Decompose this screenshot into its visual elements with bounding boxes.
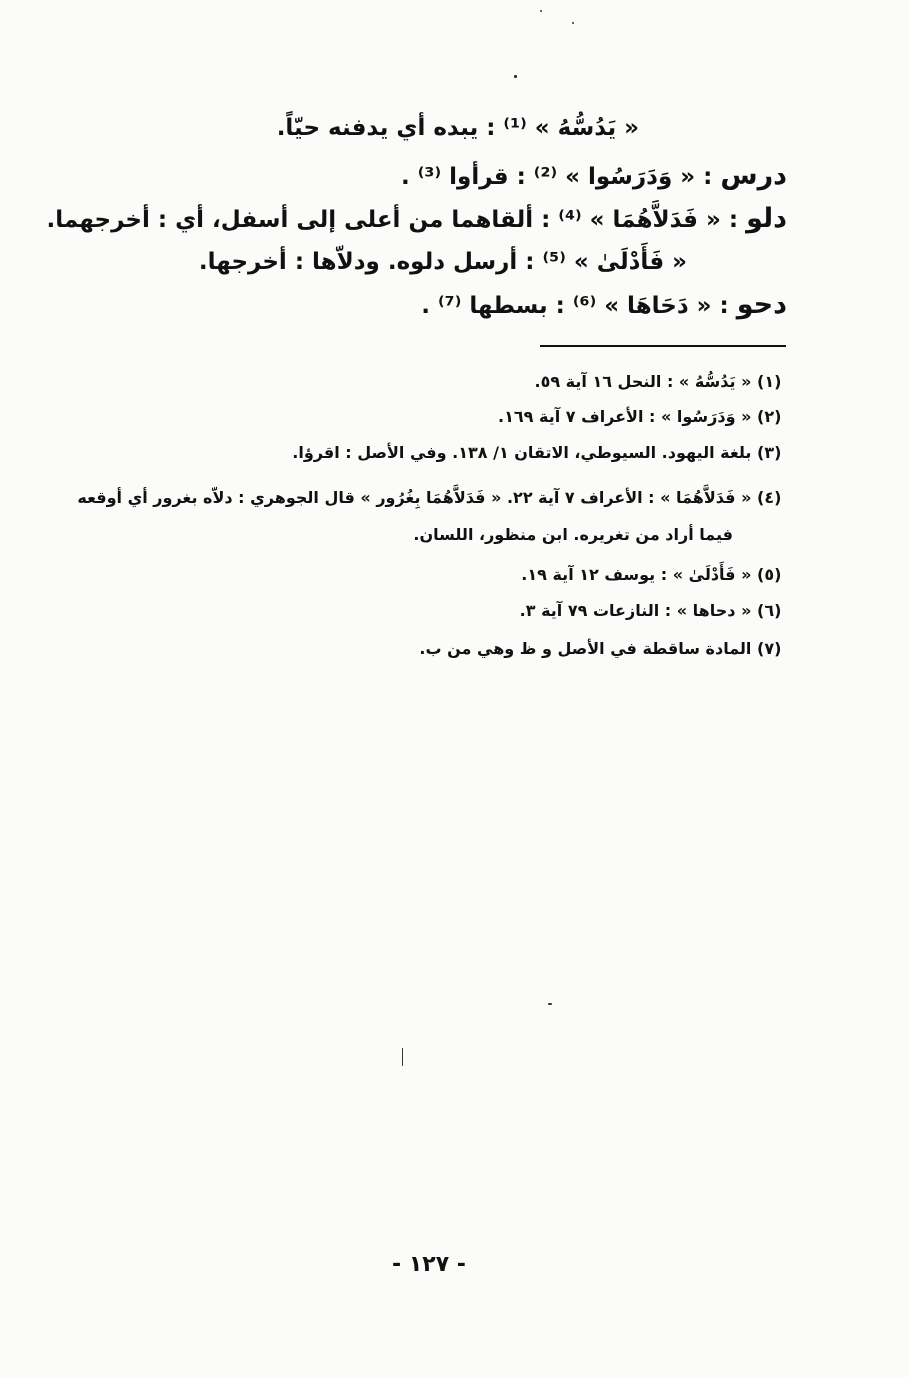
footnote-number: (٦) (757, 601, 782, 620)
page-number: - ١٢٧ - (392, 1252, 466, 1277)
footnote-number: (٢) (757, 407, 782, 426)
entry-dahw (421, 289, 787, 322)
footnote-text: « فَدَلاَّهُمَا » : الأعراف ٧ آية ٢٢. « فَدَلاَّهُمَا بِغُرُور » قال الجوهري : دلاّه بغرور أي أوقعه (77, 488, 752, 507)
footnote-text: « دحاها » : النازعات ٧٩ آية ٣. (519, 601, 752, 620)
footnote-number: (٥) (757, 565, 782, 584)
footnote-4 (77, 486, 787, 510)
entry-text: « فَأَدْلَىٰ » ⁽⁵⁾ : أرسل دلوه. ودلاّها : أخرجها. (198, 249, 687, 275)
entry-head: دحو (736, 289, 787, 320)
footnote-text: المادة ساقطة في الأصل و ظ وهي من ب. (419, 639, 752, 658)
footnote-separator (540, 345, 786, 347)
footnote-text: فيما أراد من تغريره. ابن منظور، اللسان. (413, 525, 733, 544)
entry-faadla (199, 246, 687, 278)
footnote-1 (534, 370, 787, 394)
entry-text: « يَدُسُّهُ » ⁽¹⁾ : يبده أي يدفنه حيّاً. (276, 115, 639, 141)
footnote-number: (٧) (757, 639, 782, 658)
footnote-3 (292, 441, 787, 465)
entry-dars (401, 160, 787, 193)
entry-head: درس (720, 160, 787, 191)
footnote-text: « يَدُسُّهُ » : النحل ١٦ آية ٥٩. (534, 372, 752, 391)
footnote-2 (498, 405, 787, 429)
entry-head: دلو (746, 203, 787, 234)
footnote-6 (520, 599, 787, 623)
footnote-text: « فَأَدْلَىٰ » : يوسف ١٢ آية ١٩. (521, 565, 752, 584)
entry-text: : « وَدَرَسُوا » ⁽²⁾ : قرأوا ⁽³⁾ . (401, 164, 713, 190)
footnote-number: (٤) (757, 488, 782, 507)
footnote-number: (١) (757, 372, 782, 391)
entry-dalw (47, 203, 787, 236)
footnote-text: « وَدَرَسُوا » : الأعراف ٧ آية ١٦٩. (498, 407, 752, 426)
entry-text: : « دَحَاهَا » ⁽⁶⁾ : بسطها ⁽⁷⁾ . (421, 293, 729, 319)
footnote-5 (521, 563, 787, 587)
footnote-text: بلغة اليهود. السيوطي، الاتقان ١/ ١٣٨. وفي الأصل : اقرؤا. (292, 443, 752, 462)
entry-yadussuhu (277, 112, 639, 144)
footnote-7 (419, 637, 787, 661)
footnote-4-continuation (413, 523, 733, 547)
footnote-number: (٣) (757, 443, 782, 462)
entry-text: : « فَدَلاَّهُمَا » ⁽⁴⁾ : ألقاهما من أعلى إلى أسفل، أي : أخرجهما. (46, 207, 739, 233)
